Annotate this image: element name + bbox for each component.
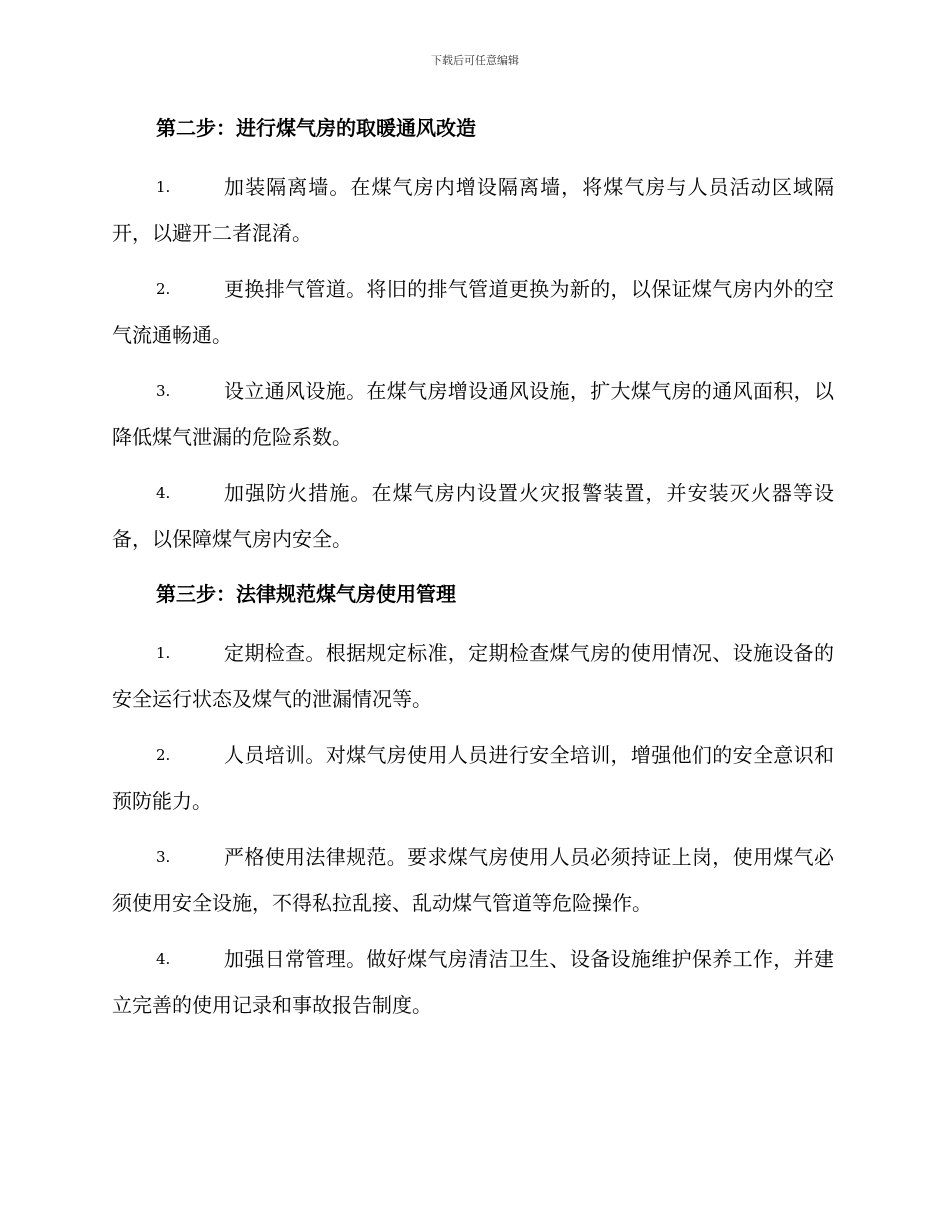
list-item	[112, 936, 834, 1028]
list-item-number: 2.	[156, 746, 171, 764]
list-item-number: 1.	[156, 644, 171, 662]
list-item-text: 加强防火措施。在煤气房内设置火灾报警装置，并安装灭火器等设备，以保障煤气房内安全。	[112, 481, 834, 551]
list-item	[112, 266, 834, 358]
list-item-number: 4.	[156, 950, 171, 968]
list-item	[112, 630, 834, 722]
list-item-number: 4.	[156, 484, 171, 502]
list-item	[112, 470, 834, 562]
list-item-number: 1.	[156, 178, 171, 196]
list-item-text: 加装隔离墙。在煤气房内增设隔离墙，将煤气房与人员活动区域隔开，以避开二者混淆。	[112, 175, 834, 245]
list-item-number: 3.	[156, 382, 171, 400]
list-item-text: 严格使用法律规范。要求煤气房使用人员必须持证上岗，使用煤气必须使用安全设施，不得私拉乱接、乱动煤气管道等危险操作。	[112, 845, 834, 915]
list-item-text: 更换排气管道。将旧的排气管道更换为新的，以保证煤气房内外的空气流通畅通。	[112, 277, 834, 347]
list-item	[112, 834, 834, 926]
list-item	[112, 164, 834, 256]
page-header-note: 下载后可任意编辑	[431, 54, 519, 67]
section-title: 第二步：进行煤气房的取暖通风改造	[156, 116, 476, 140]
document-body	[112, 110, 834, 1028]
section-title: 第三步：法律规范煤气房使用管理	[156, 582, 456, 606]
list-item	[112, 732, 834, 824]
list-item-text: 人员培训。对煤气房使用人员进行安全培训，增强他们的安全意识和预防能力。	[112, 743, 834, 813]
list-item-text: 设立通风设施。在煤气房增设通风设施，扩大煤气房的通风面积，以降低煤气泄漏的危险系数。	[112, 379, 834, 449]
list-item-text: 加强日常管理。做好煤气房清洁卫生、设备设施维护保养工作，并建立完善的使用记录和事故报告制度。	[112, 947, 834, 1017]
list-item-text: 定期检查。根据规定标准，定期检查煤气房的使用情况、设施设备的安全运行状态及煤气的泄漏情况等。	[112, 641, 834, 711]
list-item-number: 3.	[156, 848, 171, 866]
list-item	[112, 368, 834, 460]
list-item-number: 2.	[156, 280, 171, 298]
